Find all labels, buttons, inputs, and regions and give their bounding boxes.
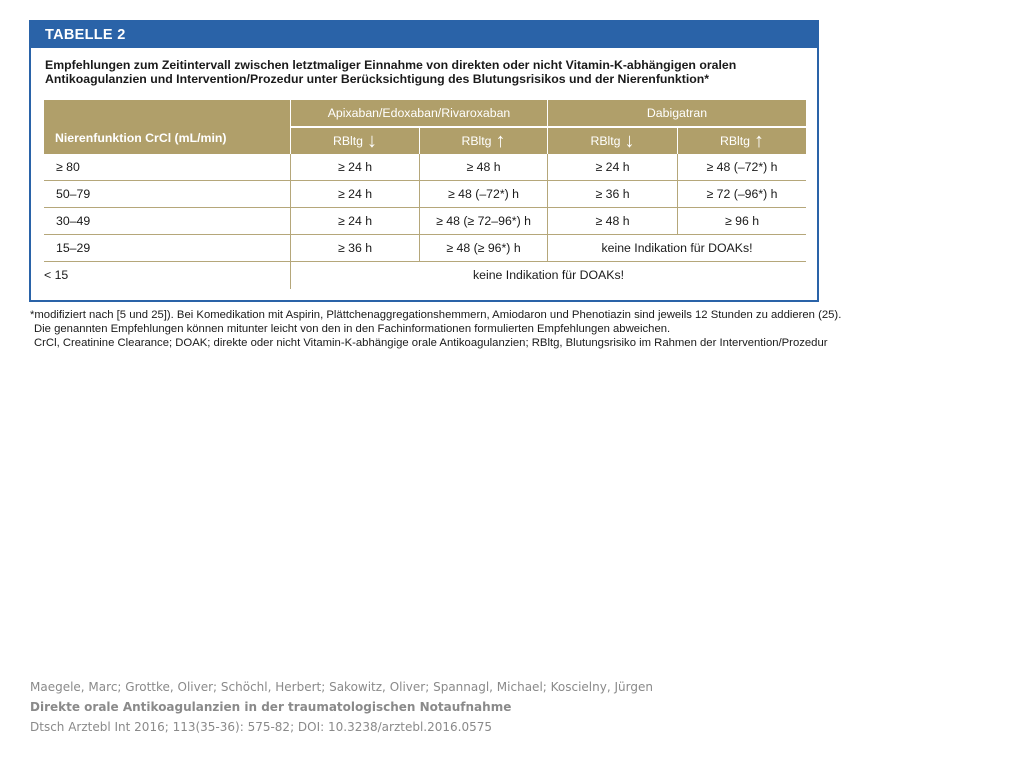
header-rbltg-text: RBltg <box>461 134 492 148</box>
citation-title: Direkte orale Antikoagulanzien in der traumatologischen Notaufnahme <box>30 700 512 714</box>
table-subheader-row <box>44 126 806 154</box>
table-cell: ≥ 24 h <box>290 154 419 181</box>
header-group-dabigatran: Dabigatran <box>547 100 806 126</box>
header-rbltg-text: RBltg <box>590 134 621 148</box>
table-caption <box>45 59 805 86</box>
table-cell: ≥ 48 (≥ 96*) h <box>419 235 547 262</box>
table-cell-merged: keine Indikation für DOAKs! <box>547 235 806 262</box>
table-cell: ≥ 24 h <box>290 208 419 235</box>
citation-authors: Maegele, Marc; Grottke, Oliver; Schöchl, Herbert; Sakowitz, Oliver; Spannagl, Michael; Koscielny, Jürgen <box>30 680 653 694</box>
footnote-line: *modifiziert nach [5 und 25]). Bei Komedikation mit Aspirin, Plättchenaggregationshemmern, Amiodaron und Phenotiazin sind jeweils 12 Stunden zu addieren (25). <box>30 309 842 321</box>
table-cell: ≥ 48 (–72*) h <box>419 181 547 208</box>
table-cell: ≥ 48 (≥ 72–96*) h <box>419 208 547 235</box>
footnote-line: Die genannten Empfehlungen können mitunter leicht von den in den Fachinformationen formulierten Empfehlungen abweichen. <box>34 323 671 335</box>
header-row-label: Nierenfunktion CrCl (mL/min) <box>55 131 227 145</box>
table-cell: ≥ 24 h <box>547 154 677 181</box>
citation-block <box>30 677 653 737</box>
data-table <box>44 100 806 290</box>
table-footnotes <box>30 308 842 350</box>
table-figure <box>29 20 819 302</box>
table-cell: ≥ 96 h <box>677 208 806 235</box>
header-rbltg-low <box>290 127 419 154</box>
row-label: ≥ 80 <box>56 160 80 174</box>
header-rbltg-text: RBltg <box>719 134 751 148</box>
table-cell: ≥ 48 (–72*) h <box>677 154 806 181</box>
table-row <box>44 181 806 208</box>
header-rbltg-low <box>547 127 677 154</box>
caption-line: Antikoagulanzien und Intervention/Prozedur unter Berücksichtigung des Blutungsrisikos und der Nierenfunktion* <box>45 71 710 86</box>
table-label: TABELLE 2 <box>31 22 817 48</box>
header-rbltg-text: RBltg <box>332 134 364 148</box>
header-rbltg-high <box>419 127 547 154</box>
table-row <box>44 154 806 181</box>
table-row <box>44 208 806 235</box>
table-cell-merged: keine Indikation für DOAKs! <box>290 262 806 289</box>
arrow-down-icon: ↓ <box>367 130 378 152</box>
arrow-up-icon: ↑ <box>495 130 506 152</box>
header-group-apixaban: Apixaban/Edoxaban/Rivaroxaban <box>290 100 547 126</box>
table-cell: ≥ 72 (–96*) h <box>677 181 806 208</box>
row-label: 15–29 <box>56 241 91 255</box>
footnote-line: CrCl, Creatinine Clearance; DOAK; direkte oder nicht Vitamin-K-abhängige orale Antikoagulanzien; RBltg, Blutungsrisiko im Rahmen der Intervention/Prozedur <box>34 337 828 349</box>
arrow-up-icon: ↑ <box>754 130 765 152</box>
table-cell: ≥ 36 h <box>547 181 677 208</box>
table-row <box>44 235 806 262</box>
row-label: < 15 <box>44 268 69 282</box>
table-cell: ≥ 24 h <box>290 181 419 208</box>
row-label: 50–79 <box>56 187 91 201</box>
table-cell: ≥ 48 h <box>547 208 677 235</box>
row-label: 30–49 <box>56 214 91 228</box>
table-cell: ≥ 48 h <box>419 154 547 181</box>
citation-source: Dtsch Arztebl Int 2016; 113(35-36): 575-82; DOI: 10.3238/arztebl.2016.0575 <box>30 720 493 734</box>
table-row <box>44 262 806 290</box>
table-cell: ≥ 36 h <box>290 235 419 262</box>
caption-line: Empfehlungen zum Zeitintervall zwischen letztmaliger Einnahme von direkten oder nicht Vitamin-K-abhängigen oralen <box>45 58 737 72</box>
header-rbltg-high <box>677 127 806 154</box>
arrow-down-icon: ↓ <box>624 130 635 152</box>
